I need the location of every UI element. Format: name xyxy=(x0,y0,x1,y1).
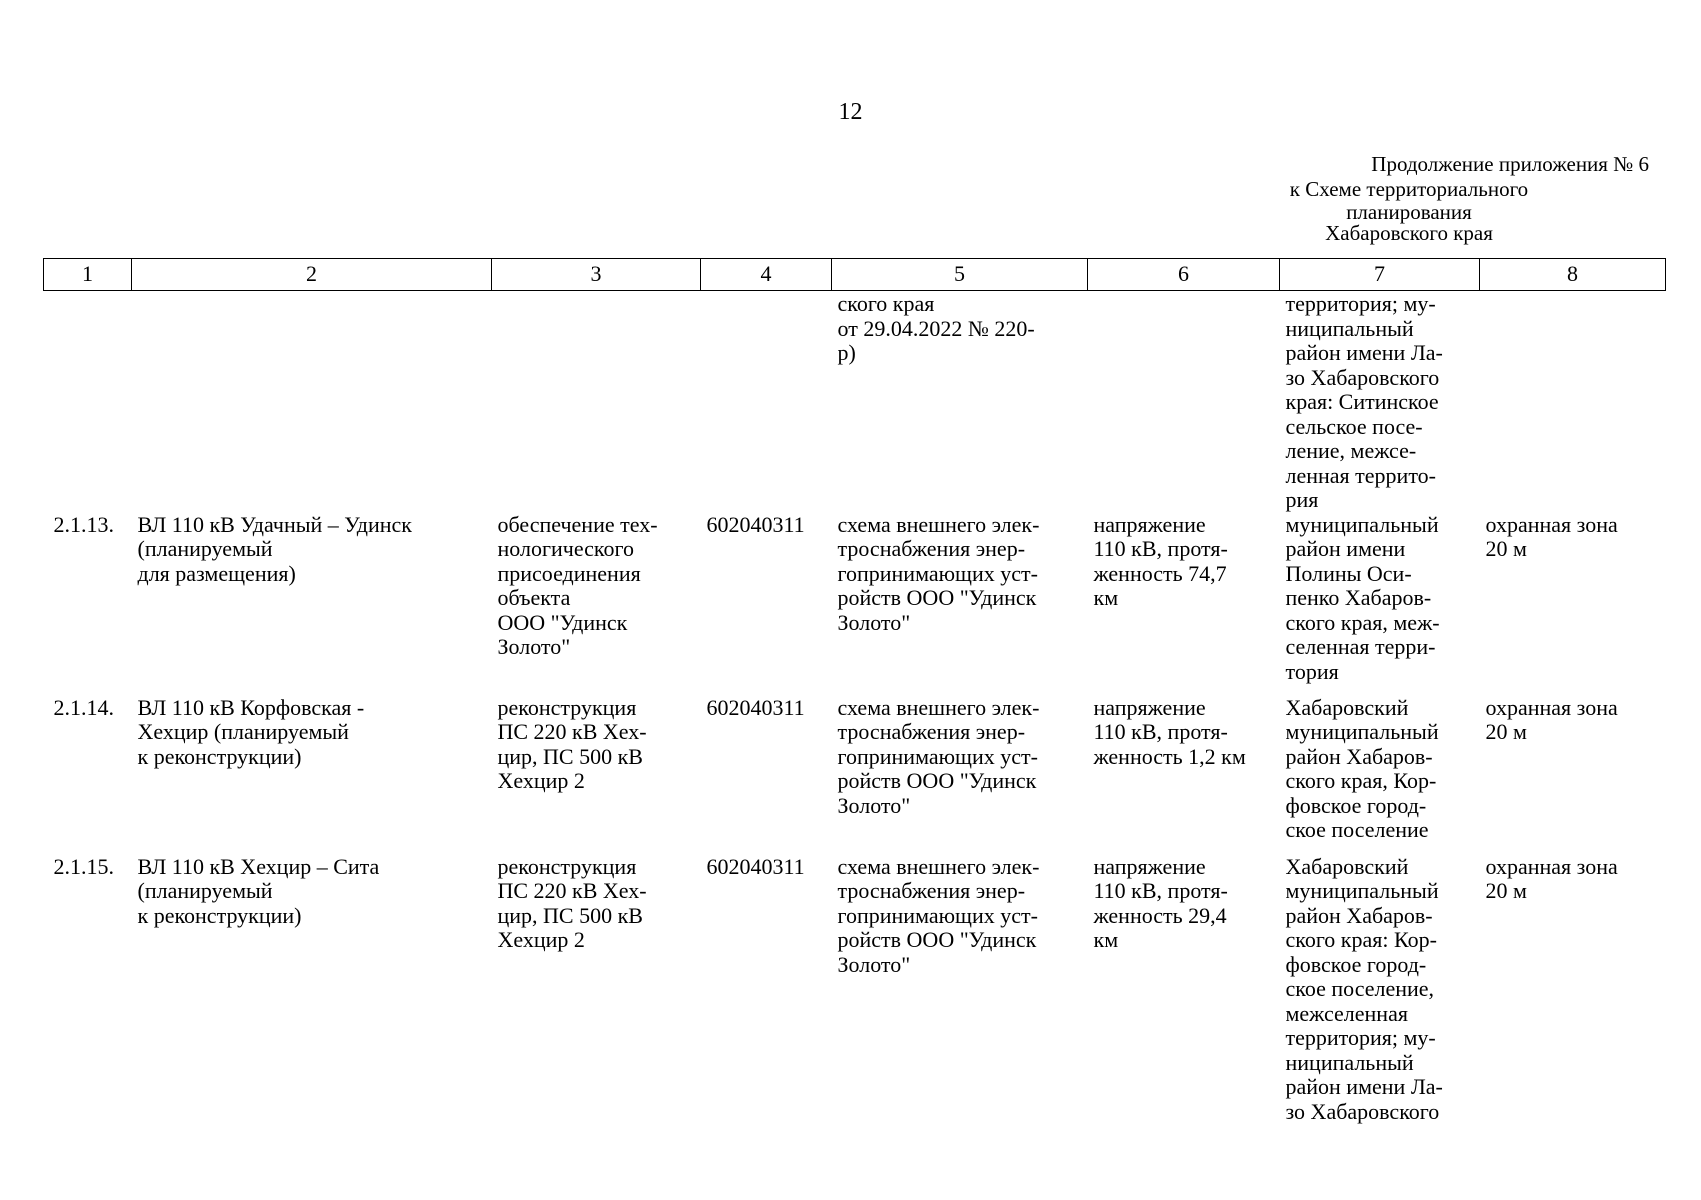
table-cell xyxy=(492,291,701,513)
table-cell xyxy=(132,291,492,513)
column-header-1: 1 xyxy=(44,259,132,291)
appendix-line-1: Продолжение приложения № 6 xyxy=(1371,152,1649,176)
object-zone: охранная зона 20 м xyxy=(1485,511,1618,561)
objects-table-container xyxy=(43,258,1665,1125)
table-cell xyxy=(44,291,132,513)
object-characteristics: напряжение 110 кВ, протя- женность 74,7 км xyxy=(1093,511,1228,610)
object-purpose: реконструкция ПС 220 кВ Хех- цир, ПС 500 кВ Хехцир 2 xyxy=(497,853,647,952)
object-basis: схема внешнего элек- троснабжения энер- гопринимающих уст- ройств ООО "Удинск Золото" xyxy=(837,511,1040,635)
table-cell: территория; му- ниципальный район имени Ла- зо Хабаровского края: Ситинское сельское посе- ление, межсе- ленная террито- рия xyxy=(1285,291,1443,512)
object-name: ВЛ 110 кВ Хехцир – Сита (планируемый к реконструкции) xyxy=(137,853,380,928)
column-header-5: 5 xyxy=(832,259,1088,291)
column-header-2: 2 xyxy=(132,259,492,291)
table-row-continuation xyxy=(44,291,1666,513)
object-location: Хабаровский муниципальный район Хабаров- ского края, Кор- фовское город- ское поселение xyxy=(1285,694,1439,842)
table-row xyxy=(44,855,1666,1125)
page-number: 12 xyxy=(838,99,863,125)
object-location: муниципальный район имени Полины Оси- пенко Хабаров- ского края, меж- селенная терри- тория xyxy=(1285,511,1440,684)
table-cell xyxy=(1480,291,1666,513)
object-zone: охранная зона 20 м xyxy=(1485,694,1618,744)
table-cell xyxy=(1088,291,1280,513)
table-row xyxy=(44,696,1666,855)
object-location: Хабаровский муниципальный район Хабаров- ского края: Кор- фовское город- ское поселение, межселенная территория; му- ниципальный район имени Ла- зо Хабаровского xyxy=(1285,853,1443,1124)
object-code: 602040311 xyxy=(706,511,805,537)
object-code: 602040311 xyxy=(706,694,805,720)
table-cell: ского края от 29.04.2022 № 220- р) xyxy=(837,291,1035,365)
object-basis: схема внешнего элек- троснабжения энер- гопринимающих уст- ройств ООО "Удинск Золото" xyxy=(837,694,1040,818)
table-row xyxy=(44,513,1666,696)
header-row xyxy=(44,259,1666,291)
appendix-line-4: Хабаровского края xyxy=(1325,221,1493,245)
objects-table xyxy=(43,258,1666,1125)
object-name: ВЛ 110 кВ Корфовская - Хехцир (планируемый к реконструкции) xyxy=(137,694,365,769)
object-code: 602040311 xyxy=(706,853,805,879)
column-header-8: 8 xyxy=(1480,259,1666,291)
column-header-4: 4 xyxy=(701,259,832,291)
column-header-7: 7 xyxy=(1280,259,1480,291)
row-number: 2.1.15. xyxy=(53,853,114,879)
appendix-header xyxy=(1159,152,1659,244)
object-basis: схема внешнего элек- троснабжения энер- гопринимающих уст- ройств ООО "Удинск Золото" xyxy=(837,853,1040,977)
object-name: ВЛ 110 кВ Удачный – Удинск (планируемый для размещения) xyxy=(137,511,412,586)
object-characteristics: напряжение 110 кВ, протя- женность 29,4 км xyxy=(1093,853,1228,952)
row-number: 2.1.14. xyxy=(53,694,114,720)
row-number: 2.1.13. xyxy=(53,511,114,537)
appendix-line-2: к Схеме территориального xyxy=(1289,177,1529,201)
table-cell xyxy=(701,291,832,513)
column-header-3: 3 xyxy=(492,259,701,291)
appendix-line-3: планирования xyxy=(1346,200,1472,224)
object-purpose: обеспечение тех- нологического присоединения объекта ООО "Удинск Золото" xyxy=(497,511,658,659)
object-purpose: реконструкция ПС 220 кВ Хех- цир, ПС 500 кВ Хехцир 2 xyxy=(497,694,647,793)
object-zone: охранная зона 20 м xyxy=(1485,853,1618,903)
column-header-6: 6 xyxy=(1088,259,1280,291)
object-characteristics: напряжение 110 кВ, протя- женность 1,2 км xyxy=(1093,694,1246,769)
